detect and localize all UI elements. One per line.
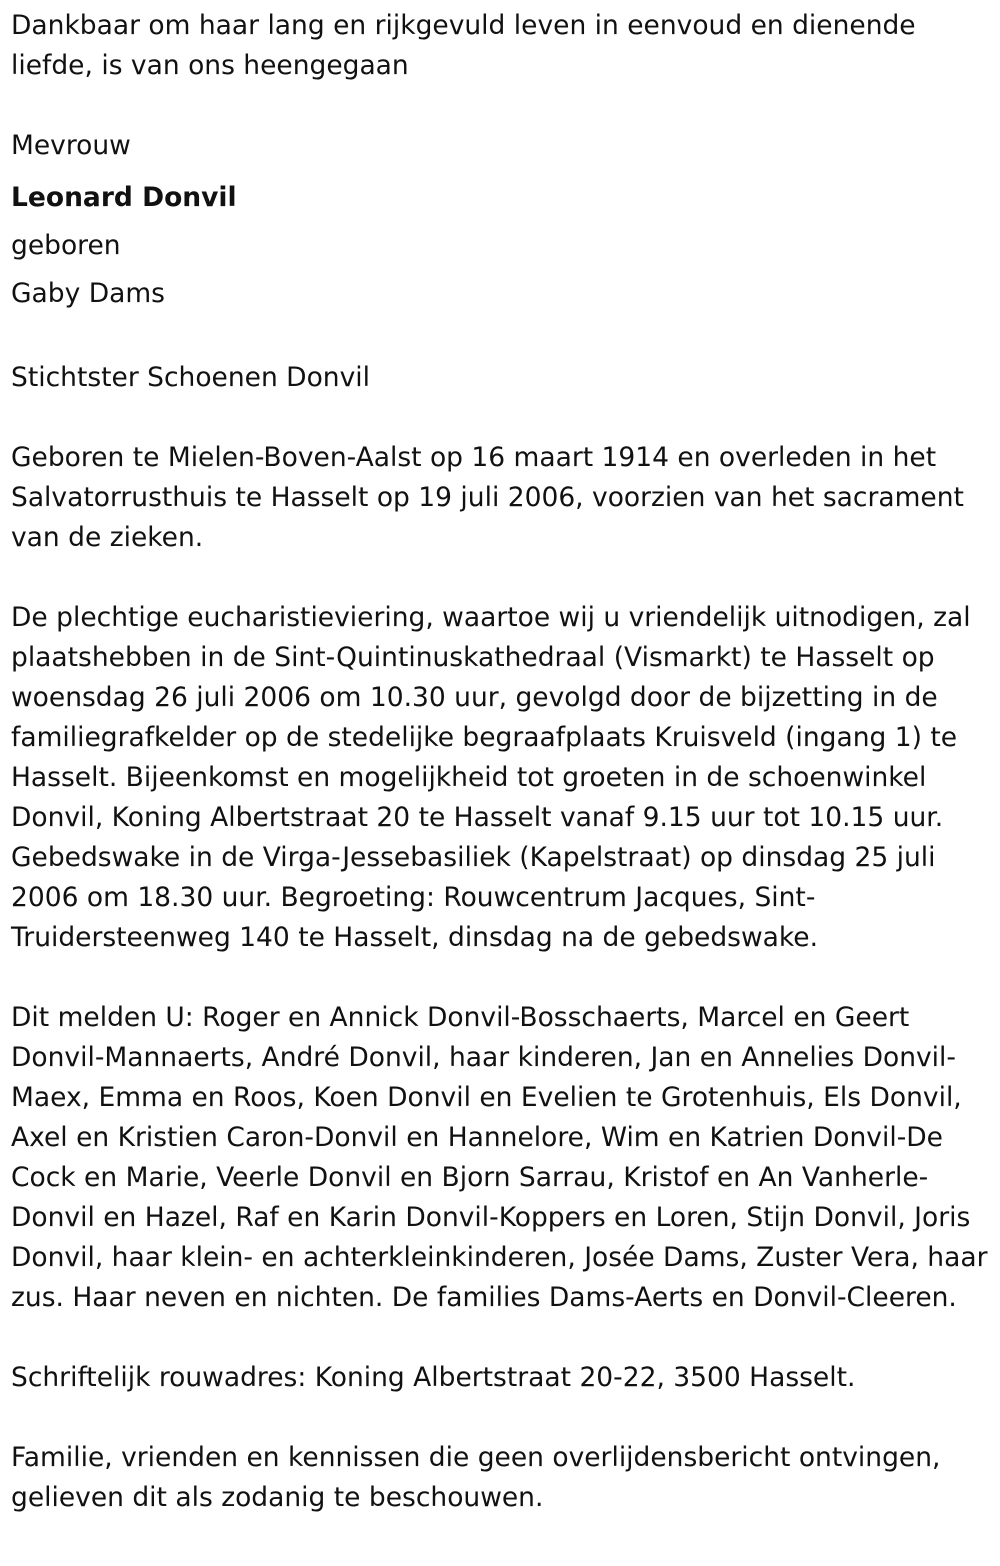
deceased-name: Leonard Donvil — [11, 182, 237, 213]
honorific: Mevrouw — [11, 130, 131, 161]
ceremony-paragraph: De plechtige eucharistieviering, waartoe wij u vriendelijk uitnodigen, zal plaatshebben in de Sint-Quintinuskathedraal (Vismarkt) te Hasselt op woensdag 26 juli 2006 om 10.30 uur, gevolgd door de bijzetting in de familiegrafkelder op de stedelijke begraafplaats Kruisveld (ingang 1) te Hasselt. Bijeenkomst en mogelijkheid tot groeten in de schoenwinkel Donvil, Koning Albertstraat 20 te Hasselt vanaf 9.15 uur tot 10.15 uur. Gebedswake in de Virga-Jessebasiliek (Kapelstraat) op dinsdag 25 juli 2006 om 18.30 uur. Begroeting: Rouwcentrum Jacques, Sint-Truidersteenweg 140 te Hasselt, dinsdag na de gebedswake. — [11, 602, 971, 953]
role-paragraph: Stichtster Schoenen Donvil — [11, 362, 370, 393]
name-block — [11, 126, 1000, 318]
birth-death-paragraph: Geboren te Mielen-Boven-Aalst op 16 maart 1914 en overleden in het Salvatorrusthuis te Hasselt op 19 juli 2006, voorzien van het sacrament van de zieken. — [11, 442, 964, 553]
opening-paragraph: Dankbaar om haar lang en rijkgevuld leven in eenvoud en dienende liefde, is van ons heengegaan — [11, 10, 916, 81]
closing-paragraph: Familie, vrienden en kennissen die geen overlijdensbericht ontvingen, gelieven dit als zodanig te beschouwen. — [11, 1442, 941, 1513]
family-paragraph: Dit melden U: Roger en Annick Donvil-Bosschaerts, Marcel en Geert Donvil-Mannaerts, André Donvil, haar kinderen, Jan en Annelies Donvil-Maex, Emma en Roos, Koen Donvil en Evelien te Grotenhuis, Els Donvil, Axel en Kristien Caron-Donvil en Hannelore, Wim en Katrien Donvil-De Cock en Marie, Veerle Donvil en Bjorn Sarrau, Kristof en An Vanherle-Donvil en Hazel, Raf en Karin Donvil-Koppers en Loren, Stijn Donvil, Joris Donvil, haar klein- en achterkleinkinderen, Josée Dams, Zuster Vera, haar zus. Haar neven en nichten. De families Dams-Aerts en Donvil-Cleeren. — [11, 1002, 988, 1313]
born-label: geboren — [11, 230, 121, 261]
address-paragraph: Schriftelijk rouwadres: Koning Albertstraat 20-22, 3500 Hasselt. — [11, 1362, 856, 1393]
maiden-name: Gaby Dams — [11, 278, 165, 309]
